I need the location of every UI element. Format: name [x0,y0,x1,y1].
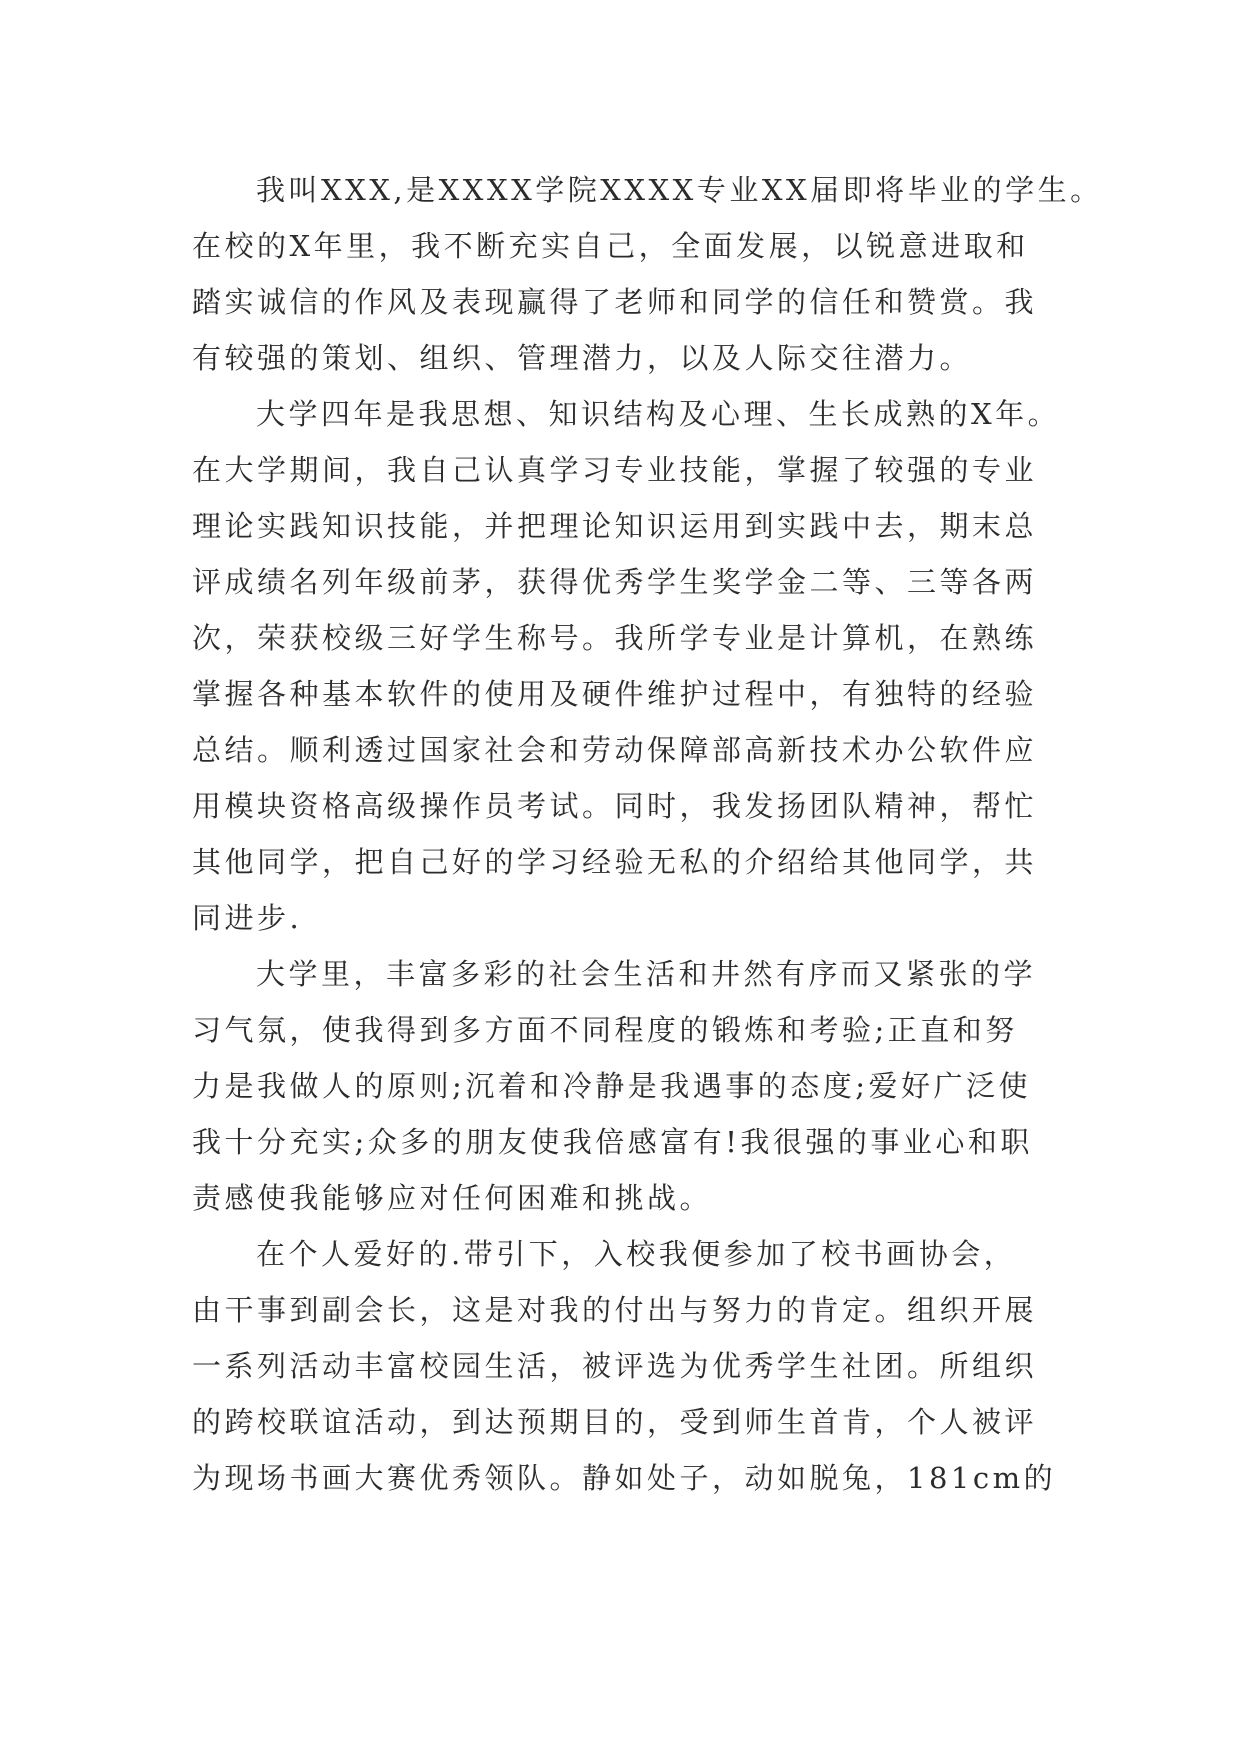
text-line: 在大学期间，我自己认真学习专业技能，掌握了较强的专业 [192,453,1038,487]
text-line: 其他同学，把自己好的学习经验无私的介绍给其他同学，共 [192,845,1038,879]
text-line: 大学四年是我思想、知识结构及心理、生长成熟的X年。 [256,397,1061,431]
text-line: 由干事到副会长，这是对我的付出与努力的肯定。组织开展 [192,1293,1038,1327]
text-line: 在个人爱好的.带引下，入校我便参加了校书画协会， [256,1237,1017,1271]
paragraph-4 [192,1226,1072,1506]
text-line: 的跨校联谊活动，到达预期目的，受到师生首肯，个人被评 [192,1405,1038,1439]
text-line: 大学里，丰富多彩的社会生活和井然有序而又紧张的学 [256,957,1037,991]
paragraph-3 [192,946,1072,1226]
text-line: 评成绩名列年级前茅，获得优秀学生奖学金二等、三等各两 [192,565,1038,599]
text-line: 用模块资格高级操作员考试。同时，我发扬团队精神，帮忙 [192,789,1038,823]
text-line: 总结。顺利透过国家社会和劳动保障部高新技术办公软件应 [192,733,1038,767]
document-body [192,162,1103,1506]
text-line: 有较强的策划、组织、管理潜力，以及人际交往潜力。 [192,341,973,375]
text-line: 理论实践知识技能，并把理论知识运用到实践中去，期末总 [192,509,1038,543]
paragraph-1 [192,162,1103,386]
text-line: 在校的X年里，我不断充实自己，全面发展，以锐意进取和 [192,229,1029,263]
paragraph-2 [192,386,1072,946]
text-line: 掌握各种基本软件的使用及硬件维护过程中，有独特的经验 [192,677,1038,711]
text-line: 踏实诚信的作风及表现赢得了老师和同学的信任和赞赏。我 [192,285,1038,319]
text-line: 习气氛，使我得到多方面不同程度的锻炼和考验;正直和努 [192,1013,1018,1047]
text-line: 次，荣获校级三好学生称号。我所学专业是计算机，在熟练 [192,621,1038,655]
text-line: 我十分充实;众多的朋友使我倍感富有!我很强的事业心和职 [192,1125,1033,1159]
text-line: 为现场书画大赛优秀领队。静如处子，动如脱兔，181cm的 [192,1461,1057,1495]
text-line: 我叫XXX,是XXXX学院XXXX专业XX届即将毕业的学生。 [256,173,1103,207]
text-line: 力是我做人的原则;沉着和冷静是我遇事的态度;爱好广泛使 [192,1069,1032,1103]
text-line: 同进步. [192,901,303,935]
text-line: 责感使我能够应对任何困难和挑战。 [192,1181,713,1215]
text-line: 一系列活动丰富校园生活，被评选为优秀学生社团。所组织 [192,1349,1038,1383]
